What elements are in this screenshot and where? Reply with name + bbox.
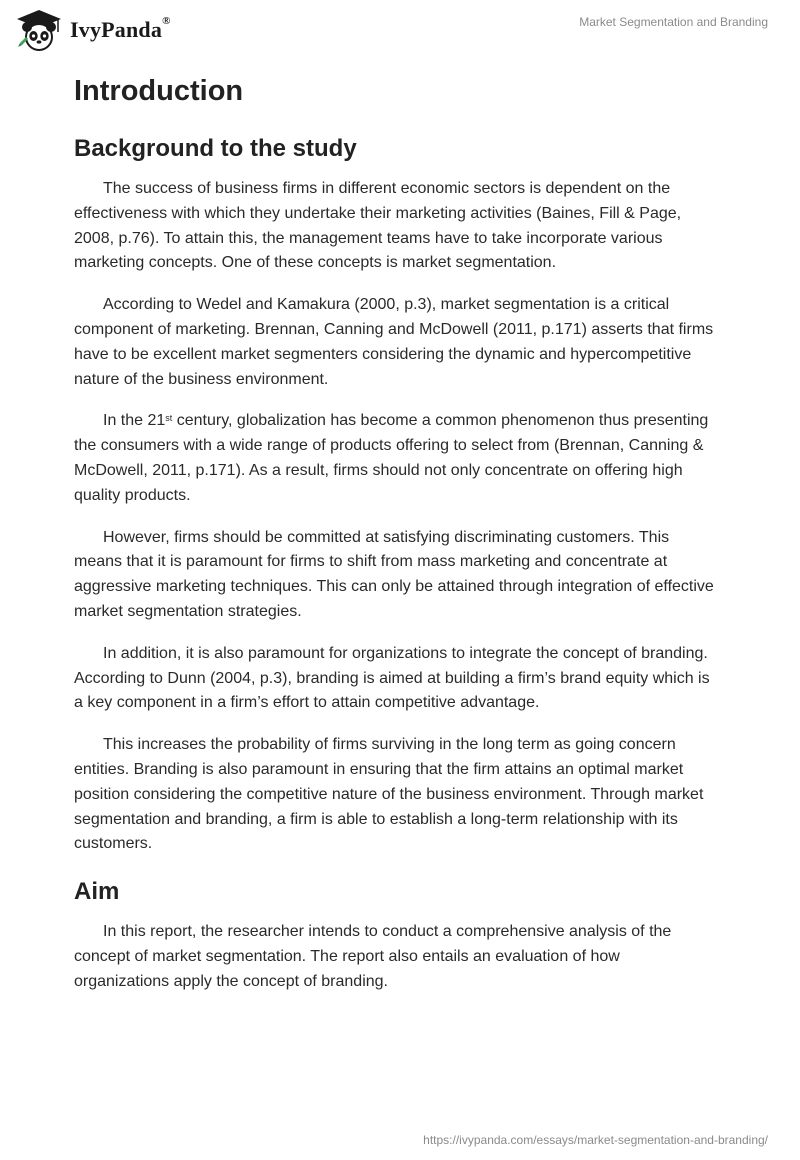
paragraph: However, firms should be committed at satisfying discriminating customers. This means that it is paramount for firms to shift from mass marketing and concentrate at aggressive marketing techniques. This can only be attained through integration of effective market segmentation strategies. (74, 528, 714, 620)
section-heading-background: Background to the study (74, 135, 357, 162)
page-title: Introduction (74, 75, 244, 107)
article-body (74, 70, 714, 1012)
section-heading-aim: Aim (74, 878, 120, 906)
paragraph: In addition, it is also paramount for organizations to integrate the concept of branding. According to Dunn (2004, p.3), branding is aimed at building a firm’s brand equity which is a key component in a firm’s effort to attain competitive advantage. (74, 644, 710, 712)
ivypanda-logo[interactable] (14, 8, 171, 52)
paragraph: In this report, the researcher intends to conduct a comprehensive analysis of the concept of market segmentation. The report also entails an evaluation of how organizations apply the concept of branding. (74, 923, 672, 990)
panda-graduate-icon (14, 8, 64, 52)
registered-mark: ® (162, 15, 171, 27)
brand-name: IvyPanda® (70, 15, 171, 42)
paragraph: According to Wedel and Kamakura (2000, p.3), market segmentation is a critical component of marketing. Brennan, Canning and McDowell (2011, p.171) asserts that firms have to be excellent market segmenters considering the dynamic and hypercompetitive nature of the business environment. (74, 296, 714, 388)
ordinal-suffix: st (165, 413, 173, 424)
paragraph: The success of business firms in different economic sectors is dependent on the effectiveness with which they undertake their marketing activities (Baines, Fill & Page, 2008, p.76). To attain this, the management teams have to take incorporate various marketing concepts. One of these concepts is market segmentation. (74, 180, 682, 272)
paragraph: In the 21st century, globalization has become a common phenomenon thus presenting the consumers with a wide range of products offering to select from (Brennan, Canning & McDowell, 2011, p.171). As a result, firms should not only concentrate on offering high quality products. (74, 412, 709, 504)
paragraph: This increases the probability of firms surviving in the long term as going concern entities. Branding is also paramount in ensuring that the firm attains an optimal market position considering the competitive nature of the business environment. Through market segmentation and branding, a firm is able to establish a long-term relationship with its customers. (74, 736, 704, 853)
running-title: Market Segmentation and Branding (579, 15, 768, 29)
page-header (0, 0, 800, 60)
source-url-link[interactable]: https://ivypanda.com/essays/market-segmentation-and-branding/ (423, 1133, 768, 1147)
